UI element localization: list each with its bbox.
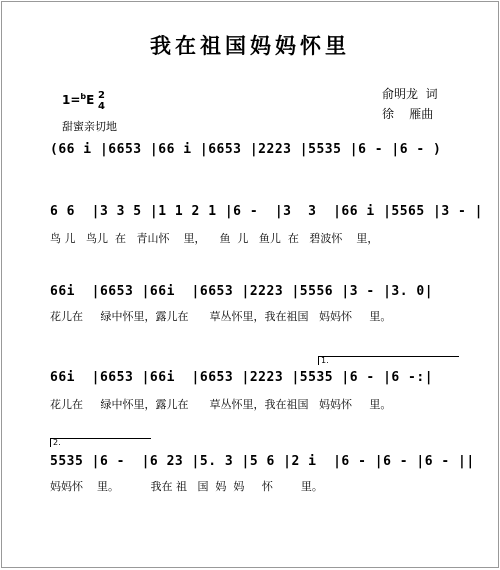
first-ending-label: 1.: [321, 356, 329, 365]
second-ending-label: 2.: [53, 438, 61, 447]
song-title: 我在祖国妈妈怀里: [150, 34, 350, 58]
time-signature-bottom: 4: [98, 101, 105, 112]
time-signature: [98, 90, 105, 112]
key-signature: [62, 92, 94, 107]
notation-row-1: (66 i |6653 |66 i |6653 |2223 |5535 |6 - |6 - ): [50, 142, 442, 157]
lyrics-row-5: 妈妈怀 里。 我在 祖 国 妈 妈 怀 里。: [50, 480, 323, 493]
lyrics-row-2: 鸟 儿 鸟儿 在 青山怀 里， 鱼 儿 鱼儿 在 碧波怀 里，: [50, 232, 379, 245]
key-prefix: 1=: [62, 93, 81, 107]
sheet-music-page: [1, 1, 499, 568]
time-signature-top: 2: [98, 90, 105, 101]
notation-row-5: 5535 |6 - |6 23 |5. 3 |5 6 |2 i |6 - |6 - |6 - ||: [50, 454, 475, 469]
key-note: E: [86, 93, 95, 107]
notation-row-4: 66i |6653 |66i |6653 |2223 |5535 |6 - |6 -:|: [50, 370, 434, 385]
second-ending-bracket: [50, 438, 151, 447]
notation-row-2: 6 6 |3 3 5 |1 1 2 1 |6 - |3 3 |66 i |5565 |3 - |: [50, 204, 483, 219]
composer-credit: 徐 雁曲: [382, 107, 434, 121]
tempo-marking: 甜蜜亲切地: [62, 120, 117, 133]
lyrics-row-3: 花儿在 绿中怀里，露儿在 草丛怀里，我在祖国 妈妈怀 里。: [50, 310, 392, 323]
credits: [382, 84, 438, 124]
lyrics-row-4: 花儿在 绿中怀里，露儿在 草丛怀里，我在祖国 妈妈怀 里。: [50, 398, 392, 411]
notation-row-3: 66i |6653 |66i |6653 |2223 |5556 |3 - |3. 0|: [50, 284, 434, 299]
lyricist-credit: 俞明龙 词: [382, 87, 438, 101]
first-ending-bracket: [318, 356, 459, 365]
flat-symbol: b: [80, 92, 87, 101]
